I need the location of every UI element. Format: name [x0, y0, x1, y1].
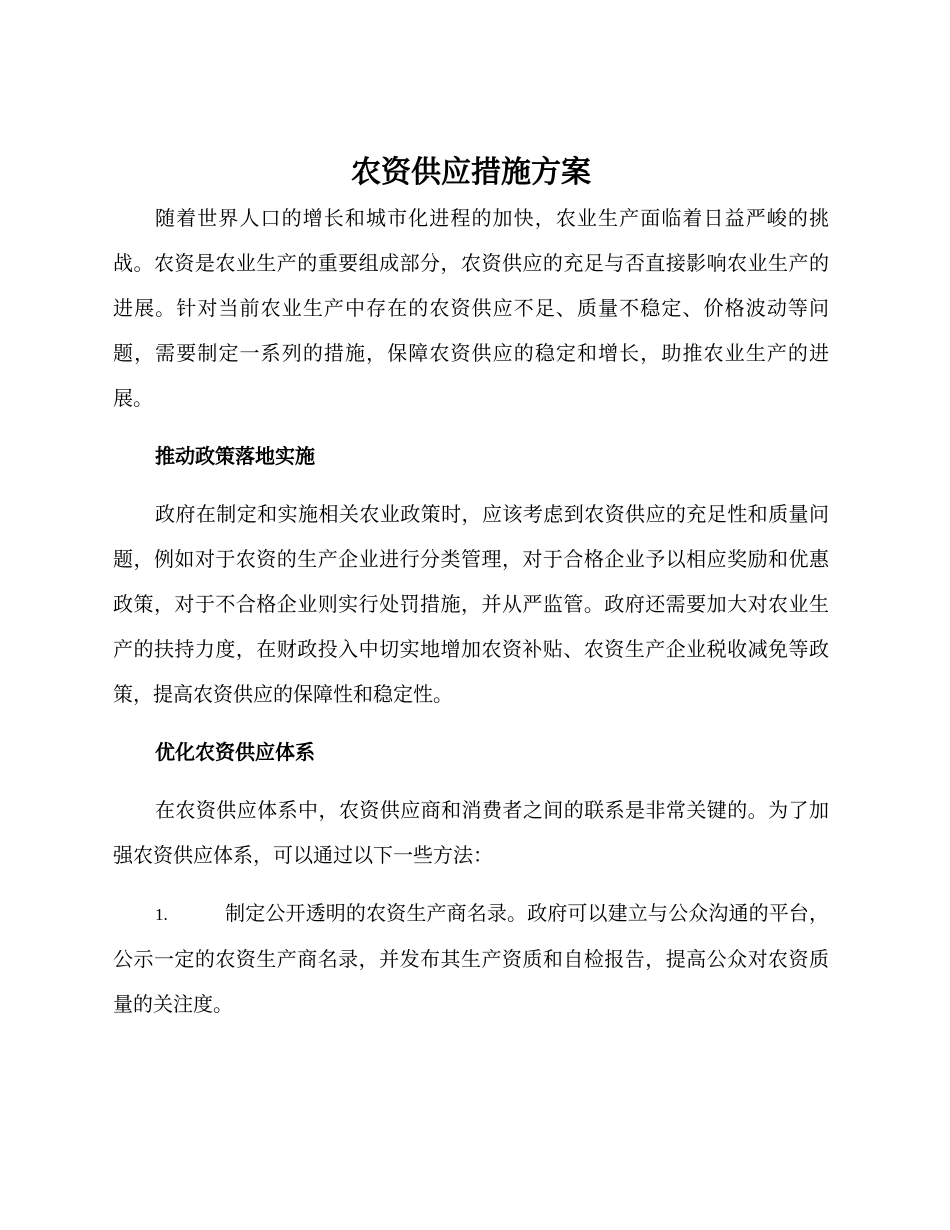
spacer: [113, 775, 829, 788]
section-heading-policy: 推动政策落地实施: [155, 444, 315, 468]
spacer: [113, 421, 829, 434]
section-body-policy: 政府在制定和实施相关农业政策时，应该考虑到农资供应的充足性和质量问题，例如对于农资的生产企业进行分类管理，对于合格企业予以相应奖励和优惠政策，对于不合格企业则实行处罚措施，并从严监管。政府还需要加大对农业生产的扶持力度，在财政投入中切实地增加农资补贴、农资生产企业税收减免等政策，提高农资供应的保障性和稳定性。: [113, 502, 829, 706]
section-heading-supply-system: 优化农资供应体系: [155, 740, 315, 764]
section-body-supply-system: 在农资供应体系中，农资供应商和消费者之间的联系是非常关键的。为了加强农资供应体系，可以通过以下一些方法：: [113, 798, 829, 867]
spacer: [113, 717, 829, 730]
list-item-text: 制定公开透明的农资生产商名录。政府可以建立与公众沟通的平台，公示一定的农资生产商名录，并发布其生产资质和自检报告，提高公众对农资质量的关注度。: [113, 901, 829, 1016]
intro-paragraph: 随着世界人口的增长和城市化进程的加快，农业生产面临着日益严峻的挑战。农资是农业生产的重要组成部分，农资供应的充足与否直接影响农业生产的进展。针对当前农业生产中存在的农资供应不足、质量不稳定、价格波动等问题，需要制定一系列的措施，保障农资供应的稳定和增长，助推农业生产的进展。: [113, 206, 829, 410]
list-item-number: 1.: [155, 905, 168, 924]
spacer: [113, 479, 829, 492]
page-title: 农资供应措施方案: [351, 155, 591, 190]
list-item: [113, 891, 829, 1027]
document-content: [113, 150, 829, 1027]
spacer: [113, 878, 829, 891]
